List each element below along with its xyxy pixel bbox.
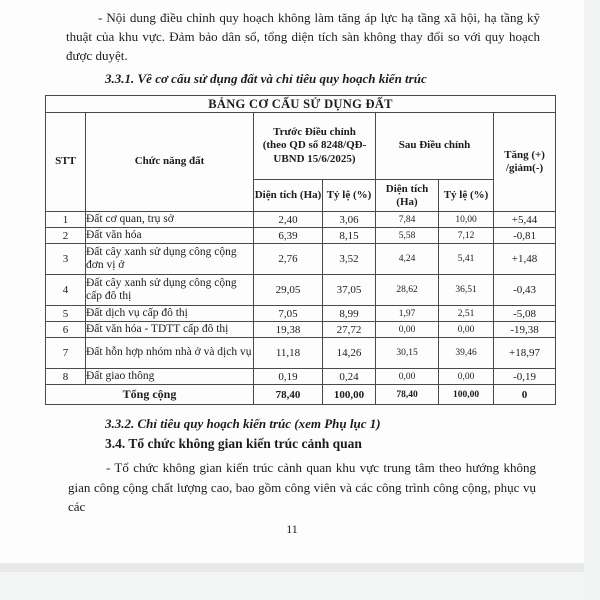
row-before-area: 19,38 xyxy=(254,322,323,338)
viewer-right-gutter xyxy=(584,0,600,600)
row-change: +18,97 xyxy=(494,338,556,369)
row-before-ratio: 27,72 xyxy=(323,322,376,338)
table-row xyxy=(46,306,556,322)
row-stt: 5 xyxy=(46,306,86,322)
row-stt: 8 xyxy=(46,369,86,385)
closing-paragraph: - Tổ chức không gian kiến trúc cảnh quan khu vực trung tâm theo hướng không gian công cộng chất lượng cao, bao gồm công viên và các công trình công cộng, phục vụ các xyxy=(68,460,536,514)
total-label: Tổng cộng xyxy=(46,385,254,405)
header-after-group: Sau Điều chỉnh xyxy=(376,113,494,180)
total-before-ratio: 100,00 xyxy=(323,385,376,405)
land-use-table-body xyxy=(46,212,556,385)
row-after-area: 7,84 xyxy=(376,212,439,228)
row-land-function: Đất giao thông xyxy=(86,369,254,385)
row-before-area: 2,76 xyxy=(254,244,323,275)
table-row xyxy=(46,244,556,275)
section-heading-3-3-1: 3.3.1. Về cơ cấu sử dụng đất và chỉ tiêu quy hoạch kiến trúc xyxy=(105,71,427,86)
row-land-function: Đất cơ quan, trụ sở xyxy=(86,212,254,228)
table-row xyxy=(46,275,556,306)
table-title-row xyxy=(46,96,556,113)
intro-paragraph: - Nội dung điều chỉnh quy hoạch không làm tăng áp lực hạ tầng xã hội, hạ tầng kỹ thuật của khu vực. Đảm bảo dân số, tổng diện tích sàn không thay đổi so với quy hoạch được duyệt. xyxy=(66,10,540,63)
row-change: -19,38 xyxy=(494,322,556,338)
land-use-structure-table xyxy=(45,95,556,405)
row-change: -0,81 xyxy=(494,228,556,244)
table-row xyxy=(46,212,556,228)
header-stt: STT xyxy=(46,113,86,212)
row-before-ratio: 37,05 xyxy=(323,275,376,306)
header-before-group: Trước Điều chỉnh (theo QD số 8248/QĐ-UBND 15/6/2025) xyxy=(254,113,376,180)
row-before-ratio: 8,99 xyxy=(323,306,376,322)
table-row xyxy=(46,369,556,385)
table-title: BẢNG CƠ CẤU SỬ DỤNG ĐẤT xyxy=(46,96,556,113)
header-function: Chức năng đất xyxy=(86,113,254,212)
row-land-function: Đất cây xanh sử dụng công cộng cấp đô thị xyxy=(86,275,254,306)
row-after-area: 30,15 xyxy=(376,338,439,369)
row-before-area: 2,40 xyxy=(254,212,323,228)
row-change: -0,19 xyxy=(494,369,556,385)
total-after-area: 78,40 xyxy=(376,385,439,405)
row-after-ratio: 0,00 xyxy=(439,322,494,338)
row-before-area: 0,19 xyxy=(254,369,323,385)
total-change: 0 xyxy=(494,385,556,405)
row-after-area: 4,24 xyxy=(376,244,439,275)
row-before-ratio: 3,52 xyxy=(323,244,376,275)
row-change: -5,08 xyxy=(494,306,556,322)
row-land-function: Đất cây xanh sử dụng công cộng đơn vị ở xyxy=(86,244,254,275)
row-before-area: 7,05 xyxy=(254,306,323,322)
row-stt: 7 xyxy=(46,338,86,369)
row-before-area: 29,05 xyxy=(254,275,323,306)
row-before-ratio: 14,26 xyxy=(323,338,376,369)
row-after-ratio: 0,00 xyxy=(439,369,494,385)
page-bottom-edge xyxy=(0,563,584,572)
row-before-area: 11,18 xyxy=(254,338,323,369)
row-land-function: Đất dịch vụ cấp đô thị xyxy=(86,306,254,322)
row-change: +5,44 xyxy=(494,212,556,228)
total-before-area: 78,40 xyxy=(254,385,323,405)
header-before-area: Diện tích (Ha) xyxy=(254,180,323,212)
row-stt: 3 xyxy=(46,244,86,275)
total-after-ratio: 100,00 xyxy=(439,385,494,405)
section-heading-3-4: 3.4. Tổ chức không gian kiến trúc cảnh quan xyxy=(105,436,362,451)
row-change: +1,48 xyxy=(494,244,556,275)
table-header-row xyxy=(46,113,556,180)
header-after-ratio: Tỷ lệ (%) xyxy=(439,180,494,212)
row-after-area: 1,97 xyxy=(376,306,439,322)
row-land-function: Đất văn hóa xyxy=(86,228,254,244)
table-row xyxy=(46,338,556,369)
row-stt: 6 xyxy=(46,322,86,338)
row-change: -0,43 xyxy=(494,275,556,306)
viewer-background xyxy=(0,572,600,600)
total-row xyxy=(46,385,556,405)
header-after-area: Diện tích (Ha) xyxy=(376,180,439,212)
row-stt: 4 xyxy=(46,275,86,306)
row-after-ratio: 2,51 xyxy=(439,306,494,322)
page-number: 11 xyxy=(286,521,298,536)
row-after-ratio: 7,12 xyxy=(439,228,494,244)
section-heading-3-3-2: 3.3.2. Chỉ tiêu quy hoạch kiến trúc (xem Phụ lục 1) xyxy=(105,416,381,431)
row-after-ratio: 36,51 xyxy=(439,275,494,306)
row-before-area: 6,39 xyxy=(254,228,323,244)
table-row xyxy=(46,228,556,244)
row-after-ratio: 39,46 xyxy=(439,338,494,369)
row-after-area: 0,00 xyxy=(376,369,439,385)
row-after-area: 28,62 xyxy=(376,275,439,306)
row-after-area: 0,00 xyxy=(376,322,439,338)
row-before-ratio: 0,24 xyxy=(323,369,376,385)
row-after-ratio: 10,00 xyxy=(439,212,494,228)
row-before-ratio: 8,15 xyxy=(323,228,376,244)
table-row xyxy=(46,322,556,338)
row-stt: 1 xyxy=(46,212,86,228)
header-before-ratio: Tỷ lệ (%) xyxy=(323,180,376,212)
header-change: Tăng (+) /giảm(-) xyxy=(494,113,556,212)
row-after-area: 5,58 xyxy=(376,228,439,244)
row-land-function: Đất văn hóa - TDTT cấp đô thị xyxy=(86,322,254,338)
row-after-ratio: 5,41 xyxy=(439,244,494,275)
row-stt: 2 xyxy=(46,228,86,244)
row-before-ratio: 3,06 xyxy=(323,212,376,228)
row-land-function: Đất hỗn hợp nhóm nhà ở và dịch vụ xyxy=(86,338,254,369)
